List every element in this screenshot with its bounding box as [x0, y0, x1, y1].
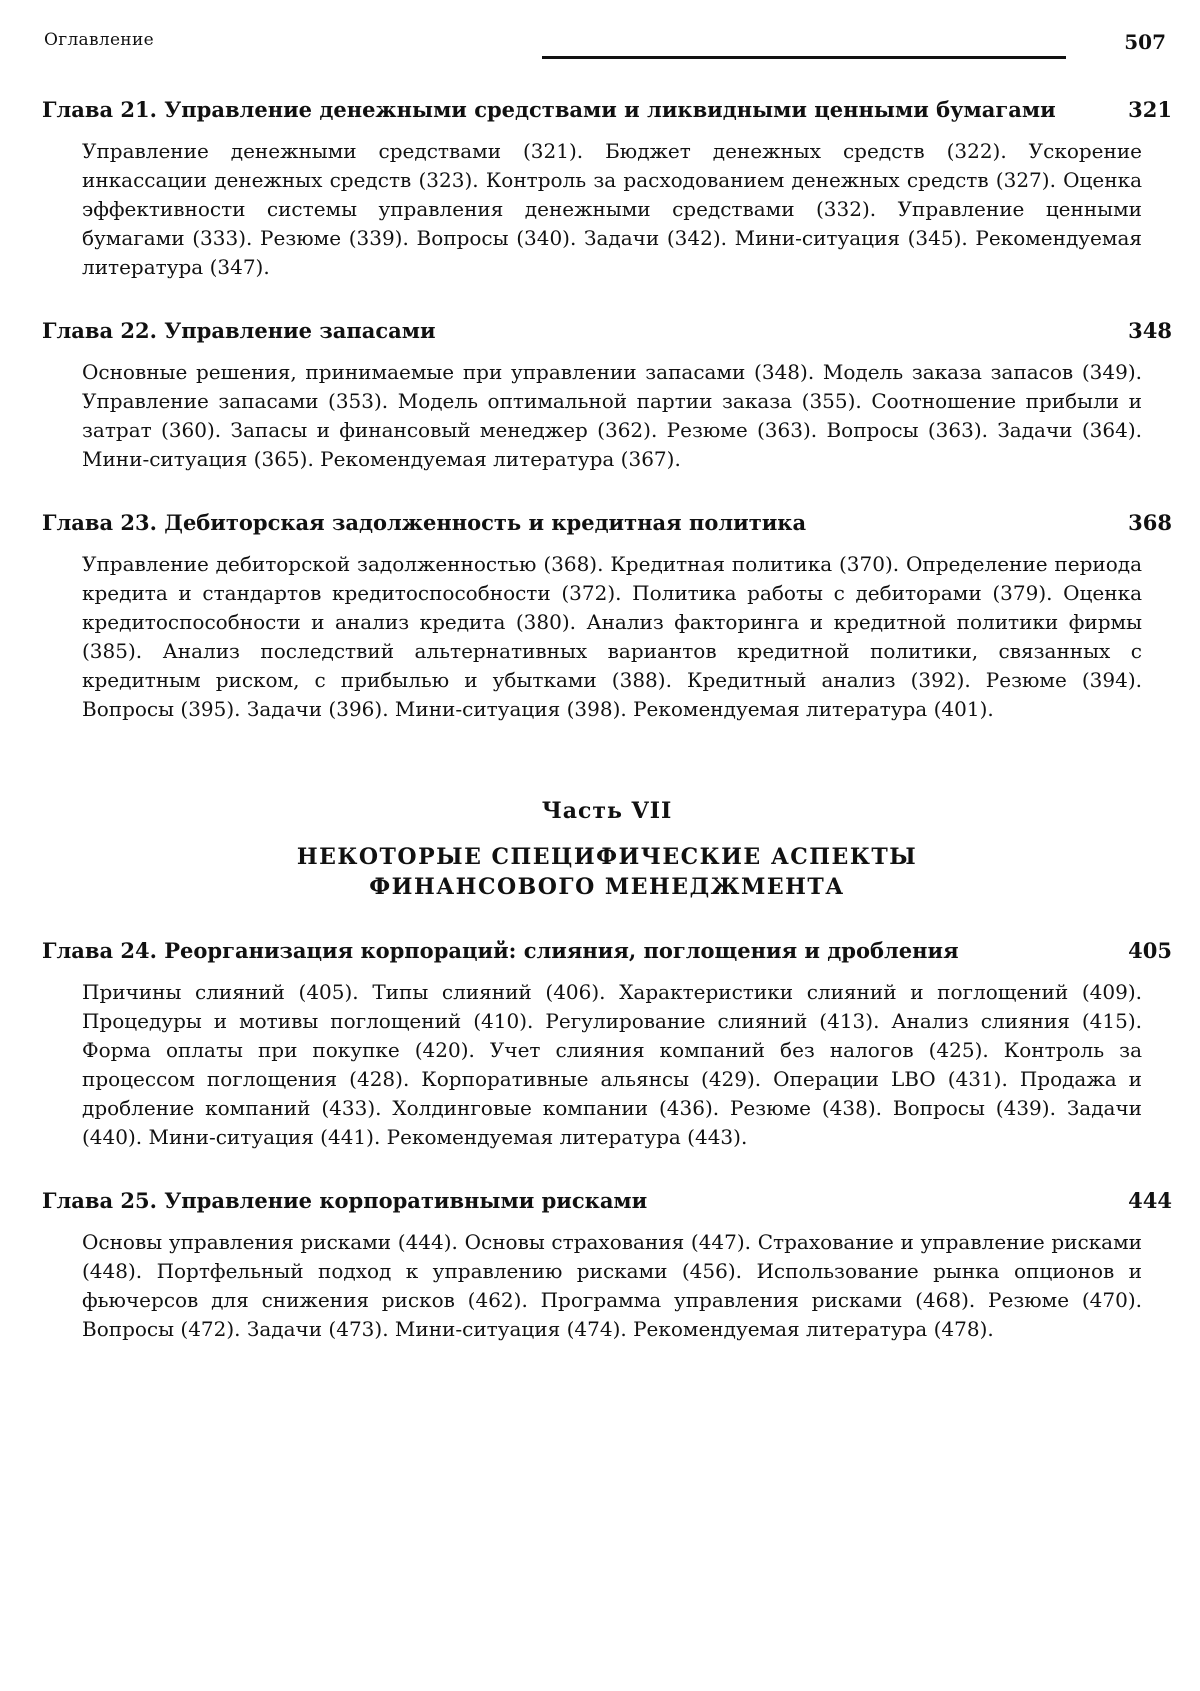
toc-entry-chapter-22 — [42, 316, 1172, 474]
chapter-contents: Причины слияний (405). Типы слияний (406). Характеристики слияний и поглощений (409). Процедуры и мотивы поглощений (410). Регулирование слияний (413). Анализ слияния (415). Форма оплаты при покупке (420). Учет слияния компаний без налогов (425). Контроль за процессом поглощения (428). Корпоративные альянсы (429). Операции LBO (431). Продажа и дробление компаний (433). Холдинговые компании (436). Резюме (438). Вопросы (439). Задачи (440). Мини-ситуация (441). Рекомендуемая литература (443). — [82, 980, 1142, 1149]
chapter-page-number: 444 — [1128, 1188, 1172, 1213]
chapter-heading[interactable] — [42, 508, 1172, 538]
page-header — [44, 28, 1166, 60]
chapter-heading[interactable] — [42, 95, 1172, 125]
chapter-contents: Управление денежными средствами (321). Бюджет денежных средств (322). Ускорение инкассации денежных средств (323). Контроль за расходованием денежных средств (327). Оценка эффективности системы управления денежными средствами (332). Управление ценными бумагами (333). Резюме (339). Вопросы (340). Задачи (342). Мини-ситуация (345). Рекомендуемая литература (347). — [82, 139, 1142, 279]
chapter-contents: Основные решения, принимаемые при управлении запасами (348). Модель заказа запасов (349). Управление запасами (353). Модель оптимальной партии заказа (355). Соотношение прибыли и затрат (360). Запасы и финансовый менеджер (362). Резюме (363). Вопросы (363). Задачи (364). Мини-ситуация (365). Рекомендуемая литература (367). — [82, 360, 1142, 471]
chapter-page-number: 321 — [1128, 97, 1172, 122]
chapter-title: Глава 25. Управление корпоративными рисками — [42, 1188, 648, 1213]
chapter-contents: Основы управления рисками (444). Основы страхования (447). Страхование и управление рисками (448). Портфельный подход к управлению рисками (456). Использование рынка опционов и фьючерсов для снижения рисков (462). Программа управления рисками (468). Резюме (470). Вопросы (472). Задачи (473). Мини-ситуация (474). Рекомендуемая литература (478). — [82, 1230, 1142, 1341]
header-rule — [542, 56, 1066, 59]
chapter-title: Глава 22. Управление запасами — [42, 318, 436, 343]
toc-entry-chapter-24 — [42, 936, 1172, 1152]
chapter-contents: Управление дебиторской задолженностью (368). Кредитная политика (370). Определение периода кредита и стандартов кредитоспособности (372). Политика работы с дебиторами (379). Оценка кредитоспособности и анализ кредита (380). Анализ факторинга и кредитной политики фирмы (385). Анализ последствий альтернативных вариантов кредитной политики, связанных с кредитным риском, с прибылью и убытками (388). Кредитный анализ (392). Резюме (394). Вопросы (395). Задачи (396). Мини-ситуация (398). Рекомендуемая литература (401). — [82, 552, 1142, 721]
chapter-page-number: 405 — [1128, 938, 1172, 963]
toc-entry-chapter-23 — [42, 508, 1172, 724]
toc-entry-chapter-25 — [42, 1186, 1172, 1344]
toc-entry-chapter-21 — [42, 95, 1172, 282]
chapter-page-number: 348 — [1128, 318, 1172, 343]
chapter-heading[interactable] — [42, 936, 1172, 966]
part-label: Часть VII — [541, 798, 673, 824]
chapter-title: Глава 21. Управление денежными средствами и ликвидными ценными бумагами — [42, 97, 1056, 122]
table-of-contents — [42, 95, 1172, 1344]
chapter-page-number: 368 — [1128, 510, 1172, 535]
chapter-heading[interactable] — [42, 1186, 1172, 1216]
chapter-title: Глава 23. Дебиторская задолженность и кредитная политика — [42, 510, 807, 535]
page-number: 507 — [1124, 30, 1166, 54]
chapter-heading[interactable] — [42, 316, 1172, 346]
chapter-title: Глава 24. Реорганизация корпораций: слияния, поглощения и дробления — [42, 938, 959, 963]
part-title: НЕКОТОРЫЕ СПЕЦИФИЧЕСКИЕ АСПЕКТЫ ФИНАНСОВОГО МЕНЕДЖМЕНТА — [296, 844, 918, 900]
part-heading — [42, 794, 1172, 902]
running-head: Оглавление — [44, 30, 154, 50]
